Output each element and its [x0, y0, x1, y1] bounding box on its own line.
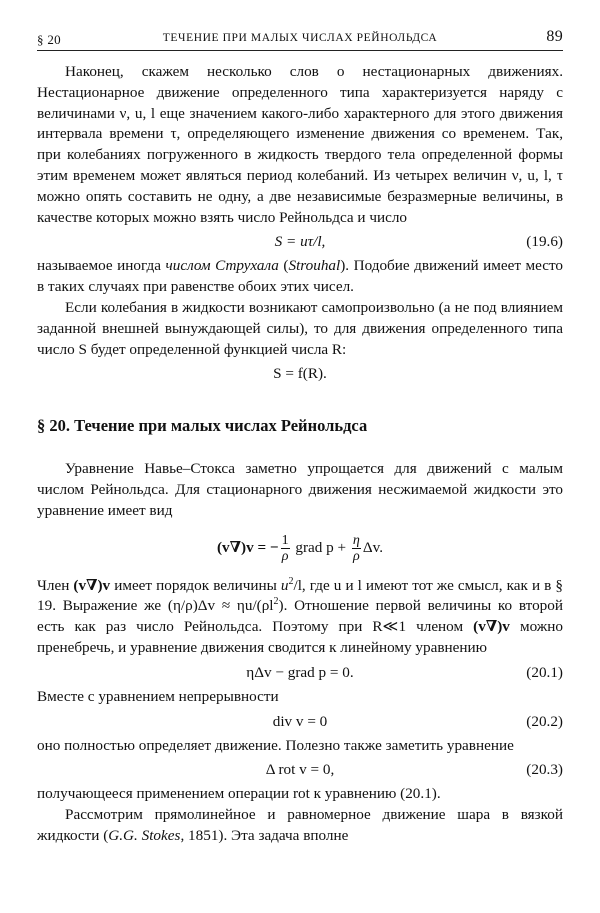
text-run: , 1851). Эта задача вполне: [180, 826, 349, 844]
equation-s-of-r: [37, 362, 563, 386]
header-rule: [37, 50, 563, 51]
equation-navier-stokes: [37, 526, 563, 570]
term-strouhal: числом Струхала: [165, 257, 279, 275]
paragraph-stokes-sphere: [37, 805, 563, 847]
equation-content: S = f(R).: [273, 365, 327, 383]
equation-number: (20.3): [526, 761, 563, 779]
fraction-eta-over-rho: [352, 533, 361, 564]
fraction-denominator: ρ: [353, 548, 360, 564]
paragraph-nonstationary: Наконец, скажем несколько слов о нестационарных движениях. Нестационарное движение определенного типа характеризуется наряду с величинами ν, u, l еще значением какого-либо характерного для этого движения интервала времени τ, определяющего изменение движения со временем. Так, при колебаниях погруженного в жидкость твердого тела определенной формы этим временем может являться период колебаний. Из четырех величин ν, u, l, τ можно опять составить не одну, а две независимые безразмерные величины, в качестве которых можно взять число Рейнольдса и число: [37, 63, 563, 226]
fraction-numerator: η: [352, 532, 360, 548]
text-run: ). Отношение первой величины ко второй есть как раз число Рейнольдса. Поэтому при R≪1 членом: [37, 597, 563, 636]
section-heading: § 20. Течение при малых числах Рейнольдса: [37, 416, 368, 436]
name-strouhal: Strouhal: [288, 257, 341, 275]
fraction-one-over-rho: [281, 533, 290, 564]
math-term: (v∇)v: [73, 576, 111, 594]
page-body: [37, 62, 563, 847]
text-run: ). Подобие движений имеет место в таких случаях при равенстве обоих этих чисел.: [37, 257, 563, 296]
equation-20-3: [37, 758, 563, 782]
paragraph-oscillations: Если колебания в жидкости возникают самопроизвольно (а не под влиянием заданной внешней вынуждающей силы), то для движения определенного типа число S будет определенной функцией числа R:: [37, 298, 563, 358]
equation-content: S = uτ/l,: [274, 233, 326, 251]
paragraph-determines-motion: оно полностью определяет движение. Полезно также заметить уравнение: [37, 736, 514, 754]
equation-content: Δ rot v = 0,: [265, 761, 335, 779]
text-run: можно пренебречь, и уравнение движения сводится к линейному уравнению: [37, 618, 563, 656]
header-section: § 20: [37, 32, 61, 47]
equation-content: [217, 526, 383, 570]
paragraph-strouhal: [37, 256, 563, 298]
text-run: Член: [37, 576, 74, 594]
paragraph-order-of-terms: [37, 576, 563, 659]
fraction-denominator: ρ: [281, 548, 289, 564]
equation-content: div v = 0: [272, 712, 328, 730]
equation-number: (20.2): [526, 712, 563, 730]
running-header: [37, 28, 563, 50]
text-run: Рассмотрим прямолинейное и равномерное движение шара в вязкой жидкости (: [37, 806, 563, 844]
fraction-numerator: 1: [281, 532, 289, 548]
text-run: /l, где u и l имеют тот же смысл, как и в § 19. Выражение же: [37, 576, 563, 615]
header-title: ТЕЧЕНИЕ ПРИ МАЛЫХ ЧИСЛАХ РЕЙНОЛЬДСА: [162, 32, 438, 44]
equation-lhs: (v∇)v = −: [216, 538, 279, 556]
equation-content: ηΔv − grad p = 0.: [246, 663, 354, 681]
equation-number: (19.6): [526, 233, 563, 251]
page-number: 89: [546, 28, 563, 45]
text-run: называемое иногда: [37, 257, 166, 275]
text-run: (: [278, 257, 289, 275]
paragraph-navier-stokes: Уравнение Навье–Стокса заметно упрощается для движений с малым числом Рейнольдса. Для стационарного движения несжимаемой жидкости это уравнение имеет вид: [37, 460, 563, 519]
equation-number: (20.1): [526, 663, 563, 681]
math-term: (v∇)v: [473, 618, 510, 636]
author-name: G.G. Stokes: [108, 826, 181, 844]
equation-20-2: [37, 710, 563, 734]
superscript: 2: [288, 575, 294, 587]
equation-rhs: Δv.: [362, 538, 384, 556]
text-run: имеет порядок величины: [110, 576, 281, 594]
paragraph-continuity: Вместе с уравнением непрерывности: [37, 687, 279, 705]
equation-20-1: [37, 661, 563, 685]
equation-middle: grad p +: [295, 538, 350, 556]
superscript: 2: [273, 596, 279, 608]
equation-19-6: [37, 230, 563, 254]
math-term: (η/ρ)Δv ≈ ηu/(ρl: [167, 597, 274, 615]
math-term: u: [280, 576, 289, 594]
paragraph-rot-operation: получающееся применением операции rot к уравнению (20.1).: [37, 785, 441, 803]
